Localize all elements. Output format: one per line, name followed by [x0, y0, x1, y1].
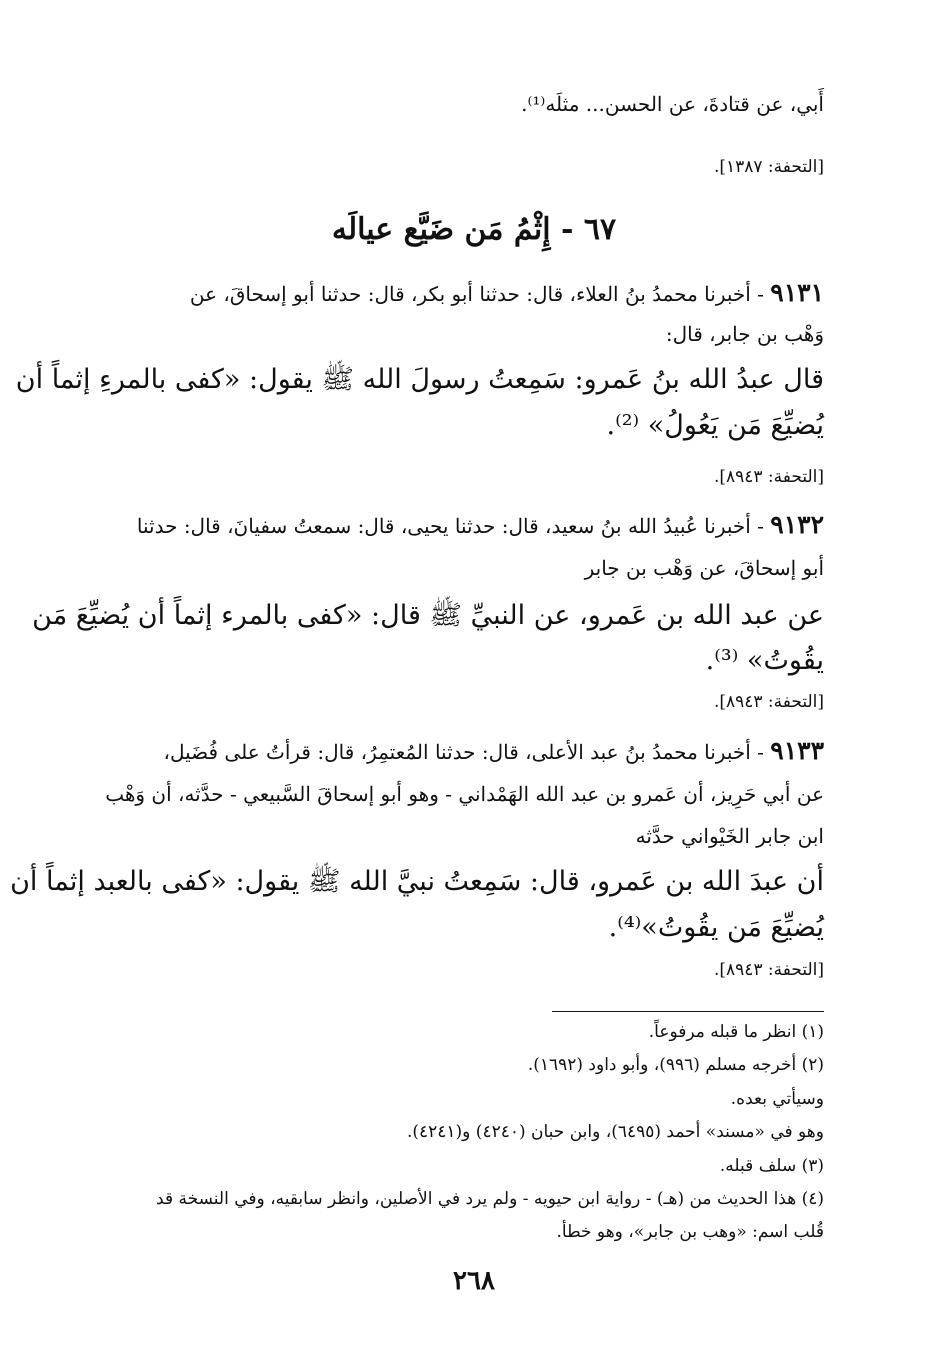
- footnote-separator: [552, 1011, 824, 1012]
- hadith-isnad-line: [124, 510, 824, 539]
- footnote-line: قُلب اسم: «وهب بن جابر»، وهو خطأ.: [556, 1222, 824, 1242]
- chapter-title: ٦٧ - إِثْمُ مَن ضَيَّع عيالَه: [331, 212, 617, 247]
- tuhfa-reference: [التحفة: ١٣٨٧].: [713, 157, 824, 177]
- hadith-matn-line: يُضيِّعَ مَن يَعُولُ» ⁽²⁾.: [606, 410, 824, 441]
- hadith-isnad-line: وَهْب بن جابر، قال:: [665, 322, 824, 346]
- hadith-number: ٩١٣١: [770, 278, 824, 307]
- footnote-line: (٤) هذا الحديث من (هـ) - رواية ابن حيويه - ولم يرد في الأصلين، وانظر سابقيه، وفي النسخة قد: [156, 1189, 824, 1209]
- hadith-isnad-line: [124, 278, 824, 307]
- hadith-matn-line: أن عبدَ الله بن عَمرو، قال: سَمِعتُ نبيَّ الله ﷺ يقول: «كفى بالعبد إثماً أن: [10, 866, 824, 897]
- tuhfa-reference: [التحفة: ٨٩٤٣].: [713, 467, 824, 487]
- hadith-matn-line: عن عبد الله بن عَمرو، عن النبيِّ ﷺ قال: «كفى بالمرء إثماً أن يُضيِّعَ مَن: [32, 600, 824, 631]
- hadith-isnad-text: - أخبرنا محمدُ بنُ عبد الأعلى، قال: حدثنا المُعتمِرُ، قال: قرأتُ على فُضَيل،: [163, 740, 764, 764]
- tuhfa-reference: [التحفة: ٨٩٤٣].: [713, 692, 824, 712]
- hadith-isnad-line: ابن جابر الخَيْواني حدَّثه: [635, 824, 824, 848]
- footnote-line: (٢) أخرجه مسلم (٩٩٦)، وأبو داود (١٦٩٢).: [527, 1055, 824, 1075]
- hadith-number: ٩١٣٣: [770, 736, 824, 765]
- continuation-line: أَبي، عن قتادةَ، عن الحسن... مثلَه⁽¹⁾.: [521, 92, 824, 116]
- hadith-isnad-line: أبو إسحاقَ، عن وَهْب بن جابر: [584, 556, 824, 580]
- hadith-matn-line: قال عبدُ الله بنُ عَمرو: سَمِعتُ رسولَ الله ﷺ يقول: «كفى بالمرءِ إثماً أن: [15, 364, 824, 395]
- tuhfa-reference: [التحفة: ٨٩٤٣].: [713, 960, 824, 980]
- page-number: ٢٦٨: [453, 1266, 495, 1296]
- hadith-isnad-text: - أخبرنا محمدُ بنُ العلاء، قال: حدثنا أبو بكر، قال: حدثنا أبو إسحاقَ، عن: [189, 282, 764, 306]
- hadith-isnad-line: عن أبي حَرِيز، أن عَمرو بن عبد الله الهَمْداني - وهو أبو إسحاقَ السَّبيعي - حدَّثه، أن وَهْب: [105, 782, 824, 806]
- hadith-matn-line: يُضيِّعَ مَن يقُوتُ»⁽⁴⁾.: [608, 912, 824, 943]
- hadith-number: ٩١٣٢: [770, 510, 824, 539]
- footnote-line: وهو في «مسند» أحمد (٦٤٩٥)، وابن حبان (٤٢٤٠) و(٤٢٤١).: [406, 1122, 824, 1142]
- footnote-line: وسيأتي بعده.: [730, 1089, 824, 1109]
- hadith-matn-line: يقُوتُ» ⁽³⁾.: [705, 645, 824, 676]
- footnote-line: (١) انظر ما قبله مرفوعاً.: [648, 1022, 824, 1042]
- hadith-isnad-line: [124, 736, 824, 765]
- hadith-isnad-text: - أخبرنا عُبيدُ الله بنُ سعيد، قال: حدثنا يحيى، قال: سمعتُ سفيانَ، قال: حدثنا: [136, 514, 764, 538]
- footnote-line: (٣) سلف قبله.: [719, 1156, 824, 1176]
